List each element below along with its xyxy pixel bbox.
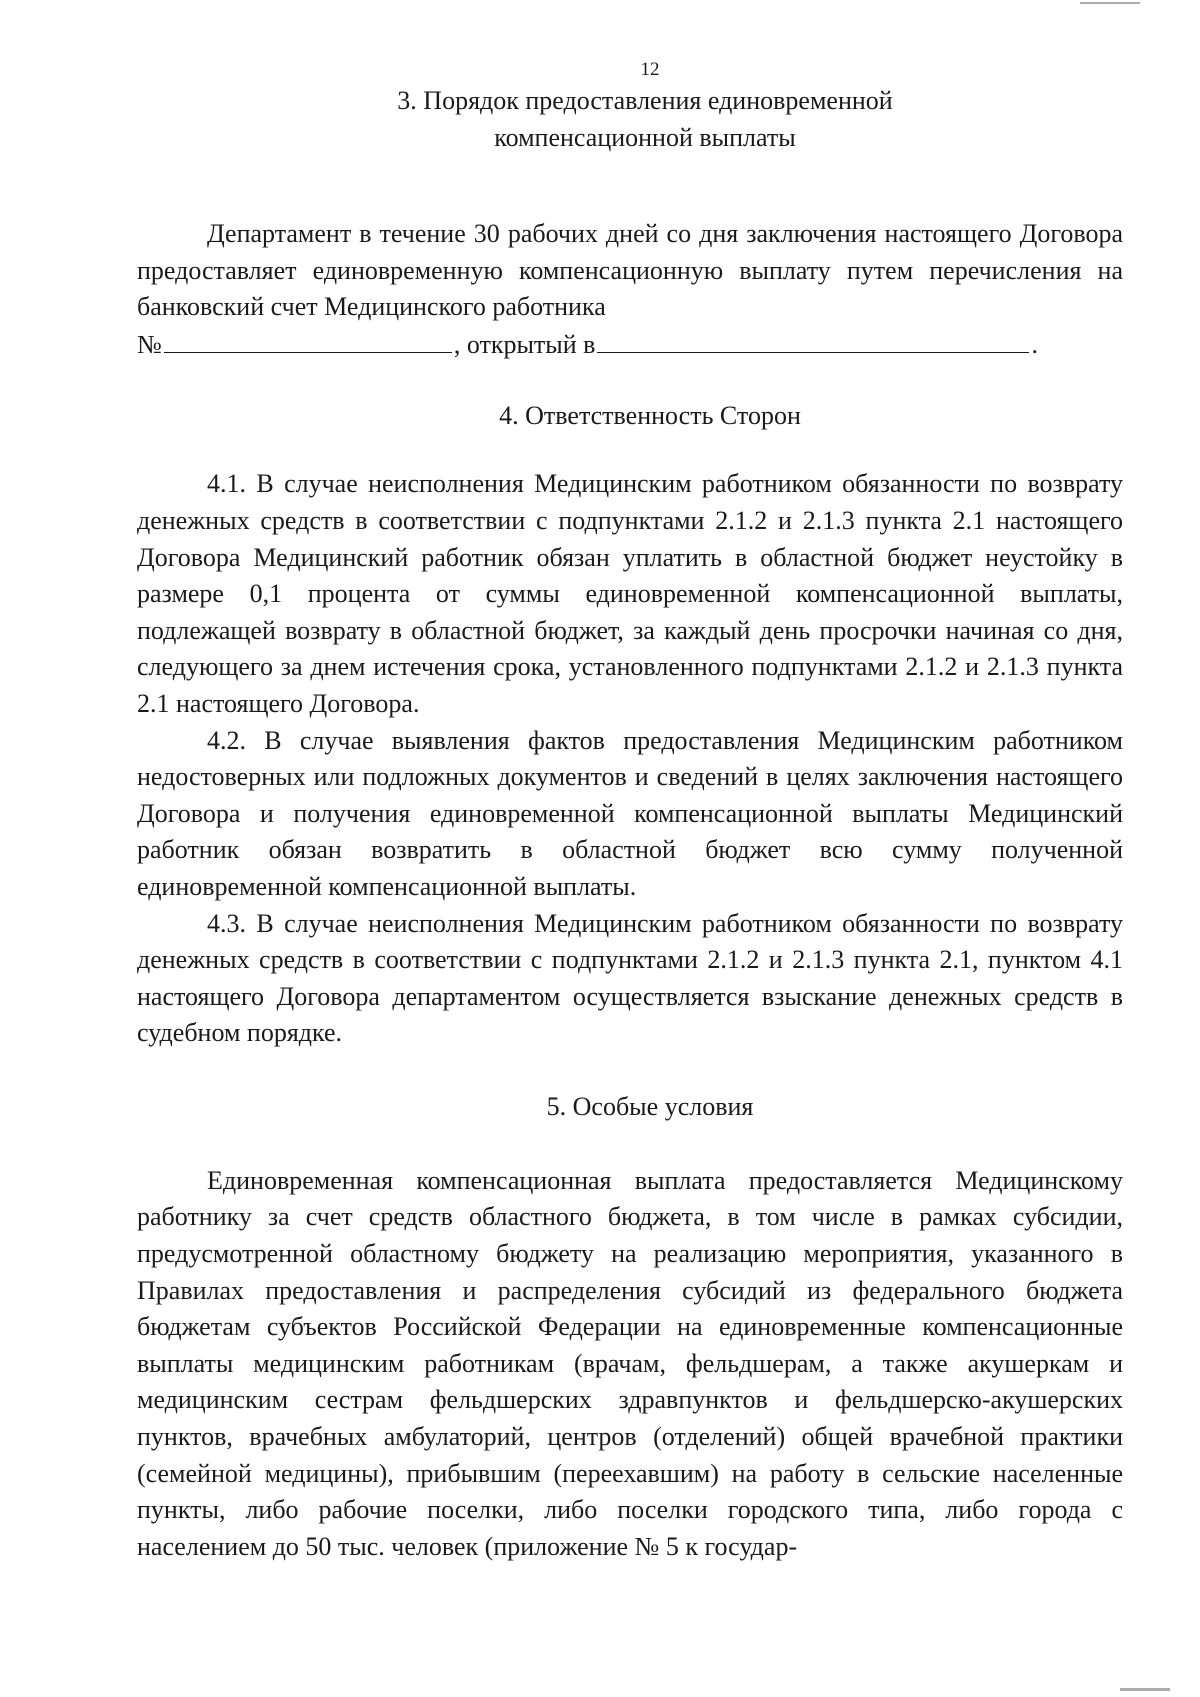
section-special-conditions [137, 1088, 1123, 1566]
account-details-line [137, 326, 1123, 364]
section-3-heading-line2: компенсационной выплаты [494, 123, 796, 152]
account-number-label: № [137, 329, 162, 359]
section-5-paragraph: Единовременная компенсационная выплата предоставляется Медицинскому работнику за счет средств областного бюджета, в том числе в рамках субсидии, предусмотренной областному бюджету на реализацию мероприятия, указанного в Правилах предоставления и распределения субсидий из федерального бюджета бюджетам субъектов Российской Федерации на единовременные компенсационные выплаты медицинским работникам (врачам, фельдшерам, а также акушеркам и медицинским сестрам фельдшерских здравпунктов и фельдшерско-акушерских пунктов, врачебных амбулаторий, центров (отделений) общей врачебной практики (семейной медицины), прибывшим (переехавшим) на работу в сельские населенные пункты, либо рабочие поселки, либо поселки городского типа, либо города с населением до 50 тыс. человек (приложение № 5 к государ- [137, 1165, 1123, 1561]
section-liability [137, 397, 1123, 1052]
clause-4-1: 4.1. В случае неисполнения Медицинским работником обязанности по возврату денежных средств в соответствии с подпунктами 2.1.2 и 2.1.3 пункта 2.1 настоящего Договора Медицинский работник обязан уплатить в областной бюджет неустойку в размере 0,1 процента от суммы единовременной компенсационной выплаты, подлежащей возврату в областной бюджет, за каждый день просрочки начиная со дня, следующего за днем истечения срока, установленного подпунктами 2.1.2 и 2.1.3 пункта 2.1 настоящего Договора. [137, 469, 1123, 718]
opened-in-label: , открытый в [453, 329, 596, 359]
clause-4-3: 4.3. В случае неисполнения Медицинским работником обязанности по возврату денежных средств в соответствии с подпунктами 2.1.2 и 2.1.3 пункта 2.1, пунктом 4.1 настоящего Договора департаментом осуществляется взыскание денежных средств в судебном порядке. [137, 908, 1123, 1048]
section-3-paragraph: Департамент в течение 30 рабочих дней со дня заключения настоящего Договора предоставляет единовременную компенсационную выплату путем перечисления на банковский счет Медицинского работника [137, 219, 1123, 322]
scan-artifact-bottom [1120, 1688, 1170, 1691]
section-payment-procedure [137, 82, 1123, 363]
clause-4-2: 4.2. В случае выявления фактов предоставления Медицинским работником недостоверных или подложных документов и сведений в целях заключения настоящего Договора и получения единовременной компенсационной выплаты Медицинский работник обязан возвратить в областной бюджет всю сумму полученной единовременной компенсационной выплаты. [137, 725, 1123, 901]
page-number: 12 [640, 59, 660, 80]
section-5-heading: 5. Особые условия [546, 1091, 754, 1121]
account-number-blank [164, 326, 452, 353]
scan-artifact-top [1080, 2, 1140, 4]
bank-name-blank [597, 326, 1029, 353]
section-3-heading [167, 82, 1123, 156]
document-body [137, 58, 1123, 1565]
section-4-heading: 4. Ответственность Сторон [499, 401, 801, 431]
account-line-end: . [1031, 329, 1038, 359]
section-3-heading-line1: 3. Порядок предоставления единовременной [397, 86, 893, 115]
